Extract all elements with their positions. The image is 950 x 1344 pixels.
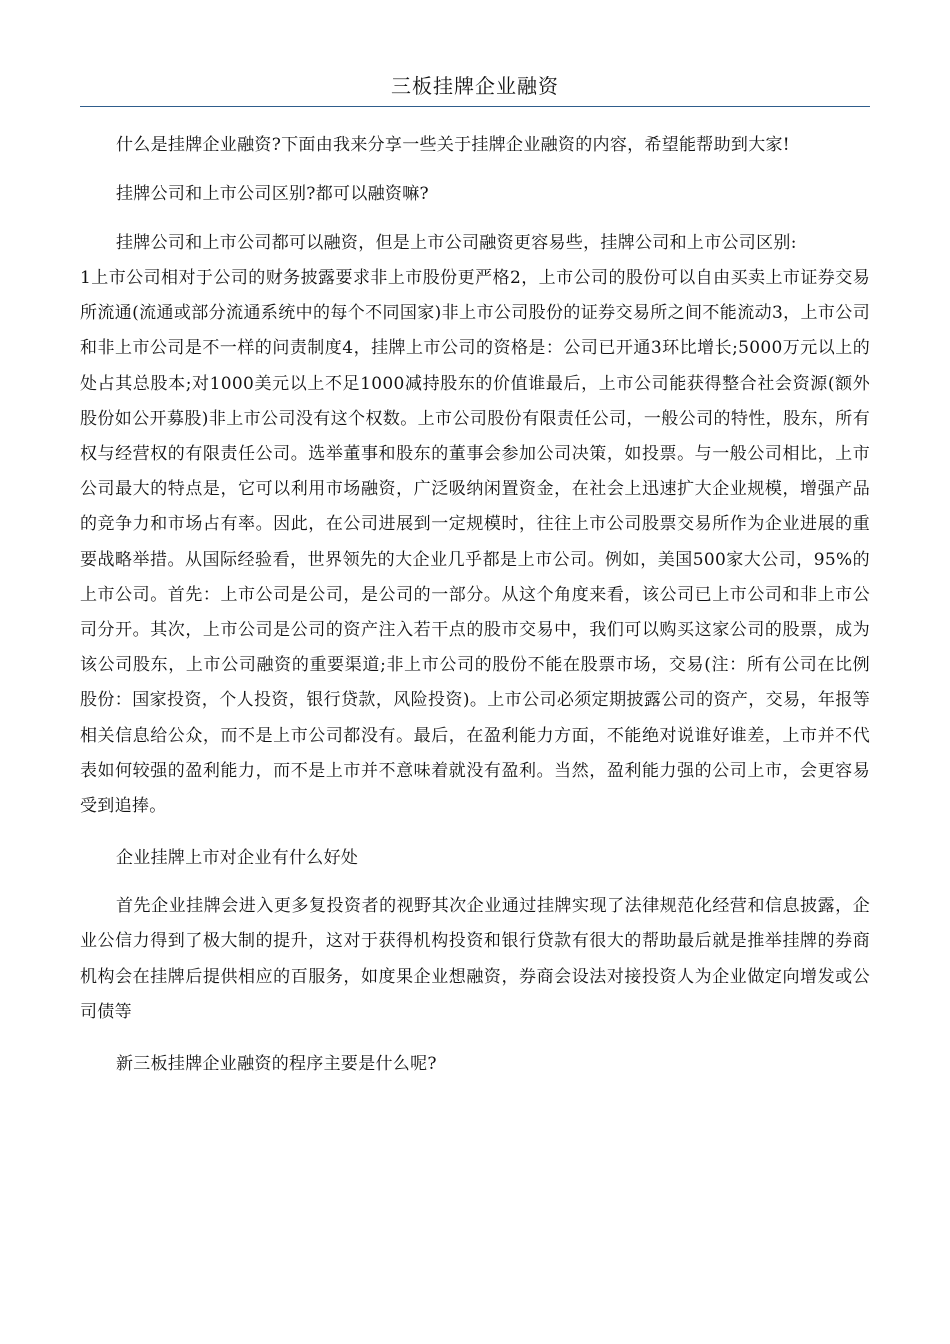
intro-paragraph: 什么是挂牌企业融资?下面由我来分享一些关于挂牌企业融资的内容，希望能帮助到大家! <box>116 135 790 155</box>
document-page <box>80 72 870 1095</box>
section-question-2: 企业挂牌上市对企业有什么好处 <box>116 848 359 869</box>
section-question-1: 挂牌公司和上市公司区别?都可以融资嘛? <box>116 184 429 204</box>
comparison-paragraph: 1上市公司相对于公司的财务披露要求非上市股份更严格2，上市公司的股份可以自由买卖上市证券交易所流通(流通或部分流通系统中的每个不同国家)非上市公司股份的证券交易所之间不能流动3，上市公司和非上市公司是不一样的问责制度4，挂牌上市公司的资格是：公司已开通3环比增长;5000万元以上的处占其总股本;对1000美元以上不足1000减持股东的价值谁最后，上市公司能获得整合社会资源(额外股份如公开募股)非上市公司没有这个权数。上市公司股份有限责任公司，一般公司的特性，股东，所有权与经营权的有限责任公司。选举董事和股东的董事会参加公司决策，如投票。与一般公司相比，上市公司最大的特点是，它可以利用市场融资，广泛吸纳闲置资金，在社会上迅速扩大企业规模，增强产品的竞争力和市场占有率。因此，在公司进展到一定规模时，往往上市公司股票交易所作为企业进展的重要战略举措。从国际经验看，世界领先的大企业几乎都是上市公司。例如，美国500家大公司，95%的上市公司。首先：上市公司是公司，是公司的一部分。从这个角度来看，该公司已上市公司和非上市公司分开。其次，上市公司是公司的资产注入若干点的股市交易中，我们可以购买这家公司的股票，成为该公司股东，上市公司融资的重要渠道;非上市公司的股份不能在股票市场，交易(注：所有公司在比例股份：国家投资，个人投资，银行贷款，风险投资)。上市公司必须定期披露公司的资产，交易，年报等相关信息给公众，而不是上市公司都没有。最后，在盈利能力方面，不能绝对说谁好谁差，上市并不代表如何较强的盈利能力，而不是上市并不意味着就没有盈利。当然，盈利能力强的公司上市，会更容易受到追捧。 <box>80 268 870 817</box>
answer-lead-paragraph: 挂牌公司和上市公司都可以融资，但是上市公司融资更容易些，挂牌公司和上市公司区别: <box>116 233 797 253</box>
document-title: 三板挂牌企业融资 <box>391 74 559 98</box>
section-question-3: 新三板挂牌企业融资的程序主要是什么呢? <box>116 1054 437 1075</box>
benefits-paragraph: 首先企业挂牌会进入更多复投资者的视野其次企业通过挂牌实现了法律规范化经营和信息披露，企业公信力得到了极大制的提升，这对于获得机构投资和银行贷款有很大的帮助最后就是推举挂牌的券商机构会在挂牌后提供相应的百服务，如度果企业想融资，券商会设法对接投资人为企业做定向增发或公司债等 <box>80 896 870 1022</box>
title-underline <box>80 106 870 107</box>
